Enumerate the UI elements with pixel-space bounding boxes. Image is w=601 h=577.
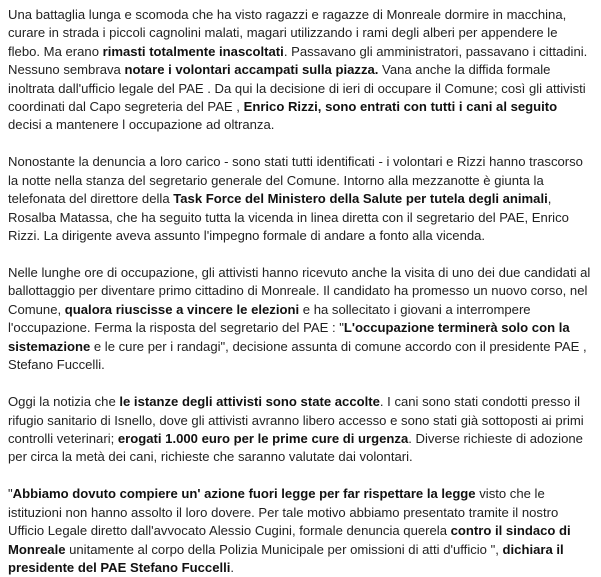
article-paragraph — [8, 393, 593, 467]
paragraph-text: Nonostante la denuncia a loro carico - sono stati tutti identificati - i volontari e Rizzi hanno trascorso la notte nella stanza del segretario generale del Comune. Intorno alla mezzanotte è giunta la telefonata del direttore della — [8, 154, 583, 207]
paragraph-text: unitamente al corpo della Polizia Municipale per omissioni di atti d'ufficio ", — [65, 541, 503, 557]
paragraph-text: e ha sollecitato i giovani a interrompere l'occupazione. Ferma la risposta del segretario del PAE : " — [8, 301, 531, 336]
paragraph-text: Nelle lunghe ore di occupazione, gli attivisti hanno ricevuto anche la visita di uno dei due candidati al ballottaggio per diventare primo cittadino di Monreale. Il candidato ha promesso un nuovo corso, nel Comune, — [8, 265, 591, 317]
bold-phrase: contro il sindaco di Monreale — [8, 523, 571, 557]
paragraph-text: e le cure per i randagi", decisione assunta di comune accordo con il presidente PAE , Stefano Fuccelli. — [8, 338, 587, 373]
paragraph-text: decisi a mantenere l occupazione ad oltranza. — [8, 117, 275, 133]
bold-phrase: Enrico Rizzi, sono entrati con tutti i cani al seguito — [243, 99, 558, 115]
article-paragraph — [8, 153, 593, 245]
paragraph-text: Una battaglia lunga e scomoda che ha visto ragazzi e ragazze di Monreale dormire in macchina, curare in strada i piccoli cagnolini malati, magari utilizzando i rami degli alberi per appendere le flebo. Ma erano — [8, 7, 567, 59]
bold-phrase: erogati 1.000 euro per le prime cure di urgenza — [117, 430, 409, 446]
article-paragraph — [8, 6, 593, 135]
bold-phrase: Abbiamo dovuto compiere un' azione fuori legge per far rispettare la legge — [12, 486, 476, 502]
paragraph-text: Vana anche la diffida formale inoltrata dall'ufficio legale del PAE . Da qui la decisione di ieri di occupare il Comune; così gli attivisti coordinati dal Capo segreteria del PAE , — [8, 62, 586, 115]
bold-phrase: rimasti totalmente inascoltati — [102, 43, 284, 59]
paragraph-text: , Rosalba Matassa, che ha seguito tutta la vicenda in linea diretta con il segretario del PAE, Enrico Rizzi. La dirigente aveva assunto l'impegno formale di andare a fonto alla vicenda. — [8, 191, 569, 244]
article-paragraph — [8, 485, 593, 577]
paragraph-text: . Passavano gli amministratori, passavano i cittadini. Nessuno sembrava — [8, 43, 588, 78]
article-paragraph — [8, 264, 593, 374]
bold-phrase: le istanze degli attivisti sono state accolte — [119, 394, 380, 410]
bold-phrase: L'occupazione terminerà solo con la sistemazione — [8, 320, 570, 354]
paragraph-text: visto che le istituzioni non hanno assolto il loro dovere. Per tale motivo abbiamo presentato tramite il nostro Ufficio Legale diretto dall'avvocato Alessio Cugini, formale denuncia querela — [8, 486, 559, 539]
paragraph-text: . Diverse richieste di adozione per circa la metà dei cani, richieste che saranno valutate dai volontari. — [8, 430, 583, 465]
paragraph-text: Oggi la notizia che — [8, 394, 120, 410]
bold-phrase: notare i volontari accampati sulla piazza. — [124, 62, 379, 78]
paragraph-text: . — [230, 559, 235, 575]
bold-phrase: Task Force del Ministero della Salute per tutela degli animali — [173, 191, 548, 207]
paragraph-text: . I cani sono stati condotti presso il rifugio sanitario di Isnello, dove gli attivisti avranno libero accesso e sono stati già sottoposti ai primi controlli veterinari; — [8, 394, 584, 446]
bold-phrase: qualora riuscisse a vincere le elezioni — [64, 301, 300, 317]
paragraph-text: " — [8, 486, 13, 502]
bold-phrase: dichiara il presidente del PAE Stefano Fuccelli — [8, 541, 564, 575]
